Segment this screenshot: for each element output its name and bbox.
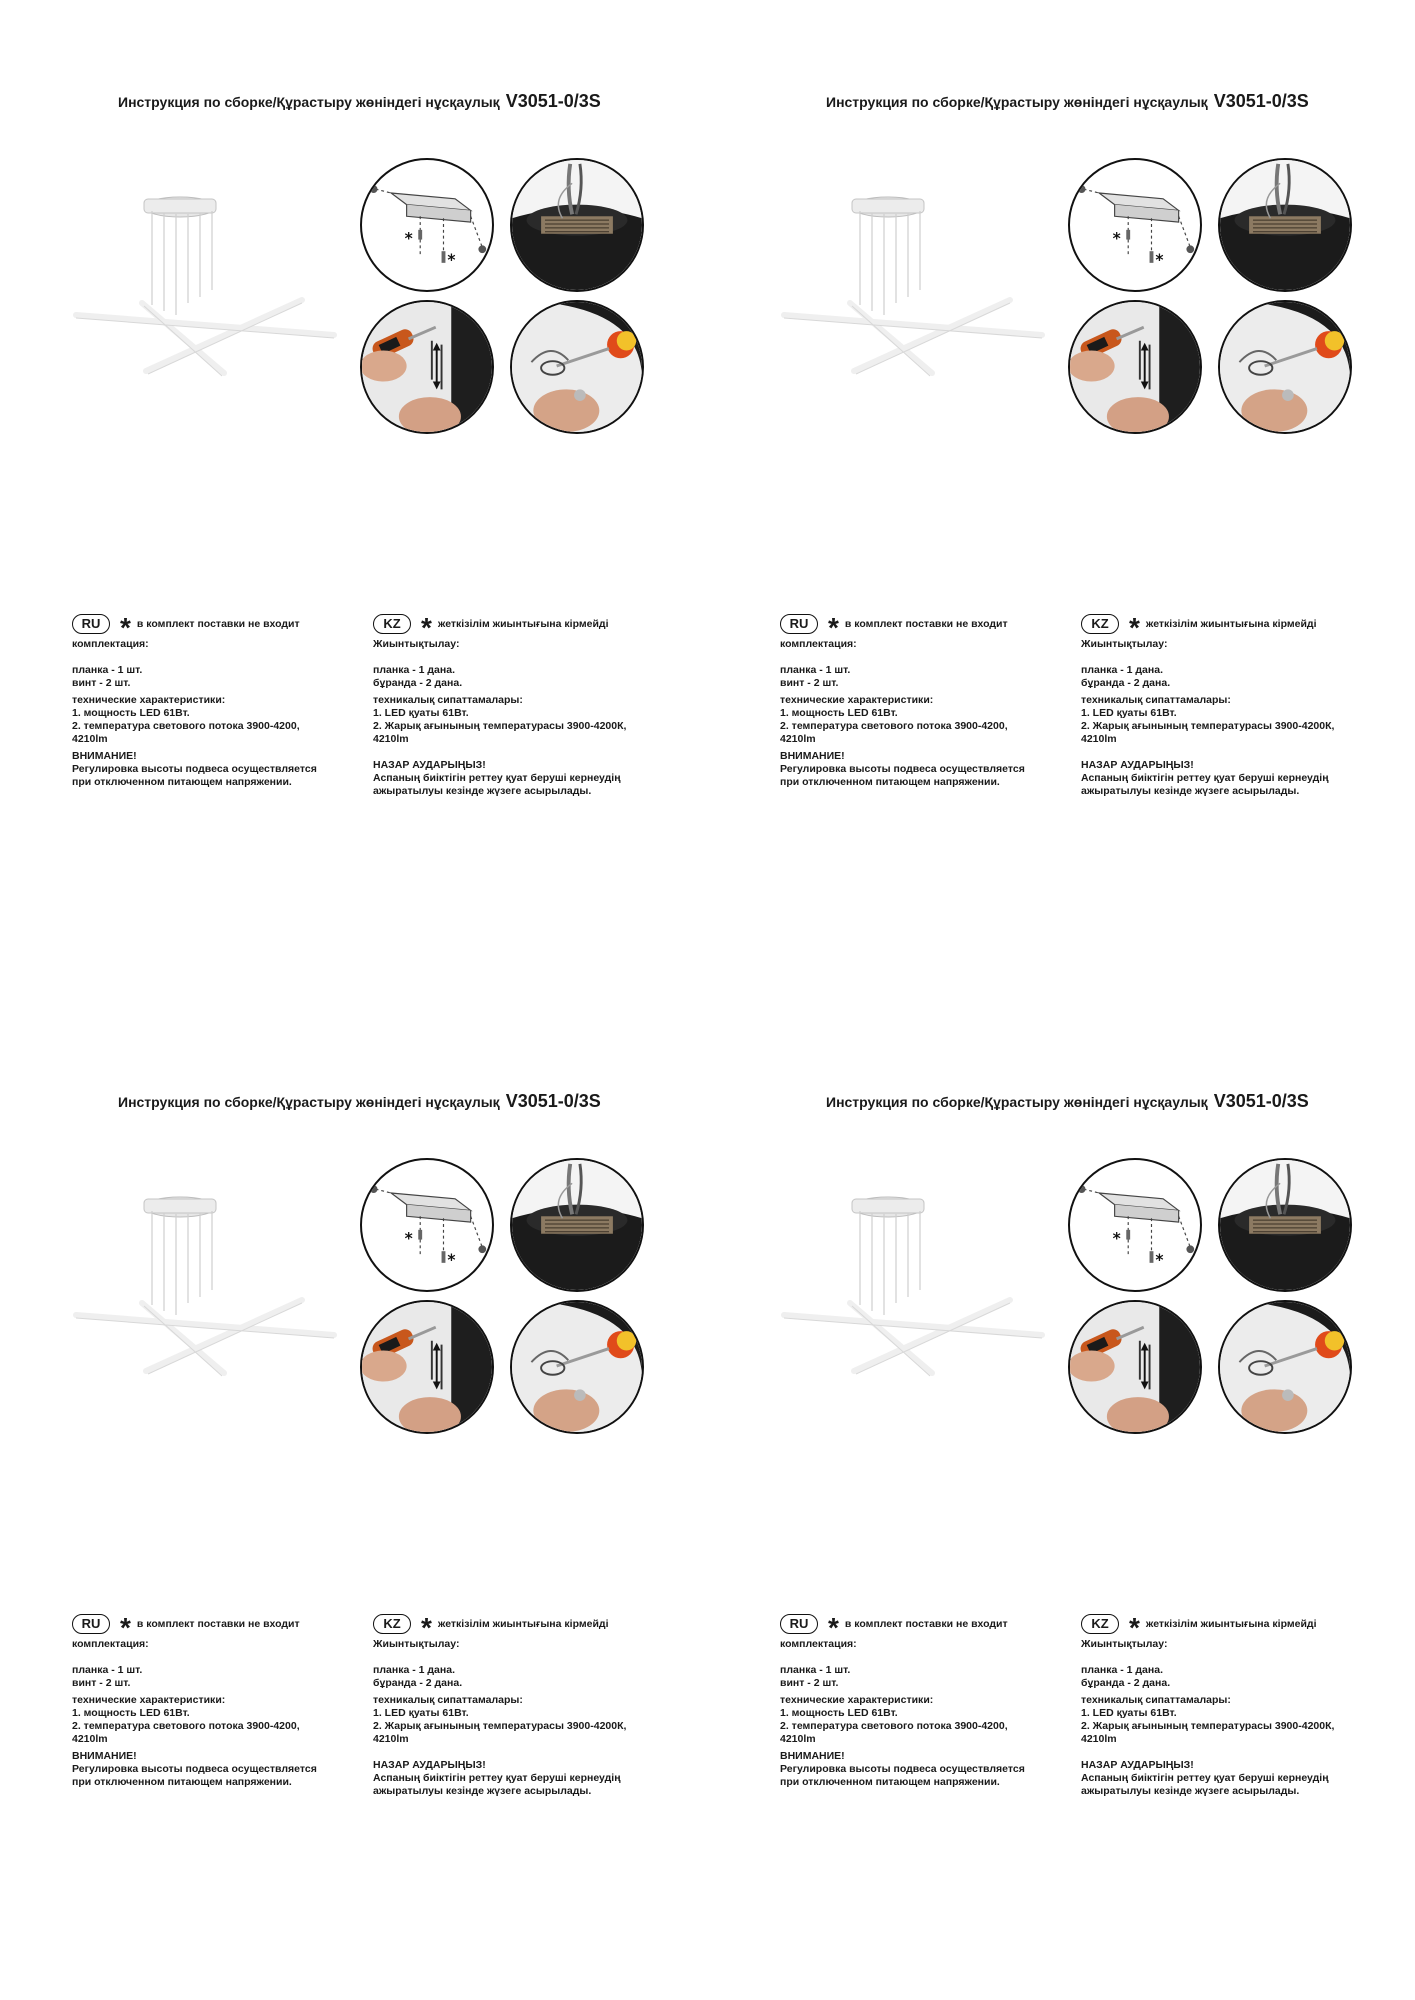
spec-line: 1. мощность LED 61Вт. bbox=[780, 707, 898, 719]
warning-text: ажыратылуы кезінде жүзеге асырылады. bbox=[373, 1785, 592, 1797]
canopy-wiring-photo bbox=[1220, 1160, 1350, 1290]
warning-text: Регулировка высоты подвеса осуществляется bbox=[780, 763, 1025, 775]
spec-line: 4210lm bbox=[373, 1733, 409, 1745]
warning-title: НАЗАР АУДАРЫҢЫЗ! bbox=[1081, 759, 1194, 771]
kit-item: планка - 1 дана. bbox=[1081, 664, 1163, 676]
screwdriver-cable-adjust-photo bbox=[1220, 1302, 1350, 1432]
kit-item: планка - 1 шт. bbox=[780, 1664, 851, 1676]
asterisk-icon: * bbox=[421, 1612, 432, 1643]
step-height-adjust bbox=[1068, 300, 1202, 434]
kz-badge-icon: KZ bbox=[1081, 614, 1119, 634]
warning-text: ажыратылуы кезінде жүзеге асырылады. bbox=[1081, 785, 1300, 797]
title-text: Инструкция по сборке/Құрастыру жөніндегі нұсқаулық bbox=[826, 1094, 1208, 1110]
kit-item: планка - 1 дана. bbox=[373, 1664, 455, 1676]
specs-title: технические характеристики: bbox=[780, 694, 934, 706]
specs-title: технические характеристики: bbox=[72, 1694, 226, 1706]
page-title bbox=[118, 91, 601, 112]
kit-item: винт - 2 шт. bbox=[780, 1677, 839, 1689]
screwdriver-cable-adjust-photo bbox=[512, 302, 642, 432]
not-included-note: жеткізілім жиынтығына кірмейді bbox=[437, 617, 609, 630]
spec-line: 2. температура светового потока 3900-4200, bbox=[780, 1720, 1008, 1732]
mounting-bar-screws-diagram bbox=[362, 1160, 492, 1290]
svg-text:*: * bbox=[404, 229, 413, 248]
not-included-note: в комплект поставки не входит bbox=[844, 1617, 1008, 1630]
svg-text:*: * bbox=[447, 250, 456, 269]
step-canopy-wiring bbox=[510, 158, 644, 292]
svg-text:*: * bbox=[447, 1250, 456, 1269]
title-text: Инструкция по сборке/Құрастыру жөніндегі нұсқаулық bbox=[118, 1094, 500, 1110]
kz-section bbox=[1081, 1612, 1381, 1798]
warning-text: при отключенном питающем напряжении. bbox=[780, 776, 1000, 788]
model-number: V3051-0/3S bbox=[505, 1091, 601, 1111]
warning-title: НАЗАР АУДАРЫҢЫЗ! bbox=[373, 1759, 486, 1771]
ru-badge-icon: RU bbox=[780, 614, 818, 634]
step-mounting-bar bbox=[360, 158, 494, 292]
spec-line: 4210lm bbox=[780, 733, 816, 745]
mounting-bar-screws-diagram bbox=[362, 160, 492, 290]
asterisk-icon: * bbox=[421, 612, 432, 643]
screwdriver-height-adjust-photo bbox=[1070, 302, 1200, 432]
kz-section bbox=[373, 1612, 673, 1798]
kit-item: планка - 1 дана. bbox=[373, 664, 455, 676]
warning-text: Аспаның биіктігін реттеу қуат беруші кернеудің bbox=[1081, 772, 1329, 784]
warning-title: ВНИМАНИЕ! bbox=[72, 750, 137, 762]
svg-text:*: * bbox=[1112, 229, 1121, 248]
not-included-note: жеткізілім жиынтығына кірмейді bbox=[1145, 1617, 1317, 1630]
warning-text: при отключенном питающем напряжении. bbox=[72, 1776, 292, 1788]
page-title bbox=[118, 1091, 601, 1112]
kz-badge-icon: KZ bbox=[373, 1614, 411, 1634]
spec-line: 2. Жарық ағынының температурасы 3900-4200К, bbox=[1081, 720, 1335, 732]
kz-badge-icon: KZ bbox=[373, 614, 411, 634]
warning-title: НАЗАР АУДАРЫҢЫЗ! bbox=[1081, 1759, 1194, 1771]
asterisk-icon: * bbox=[1129, 1612, 1140, 1643]
step-mounting-bar bbox=[1068, 1158, 1202, 1292]
spec-line: 1. LED қуаты 61Вт. bbox=[1081, 707, 1177, 719]
step-height-adjust bbox=[360, 300, 494, 434]
kit-title: Жиынтықтылау: bbox=[373, 638, 460, 650]
page-title bbox=[826, 1091, 1309, 1112]
not-included-note: жеткізілім жиынтығына кірмейді bbox=[1145, 617, 1317, 630]
mounting-bar-screws-diagram bbox=[1070, 160, 1200, 290]
canopy-wiring-photo bbox=[1220, 160, 1350, 290]
pendant-lamp-image bbox=[780, 185, 1058, 380]
spec-line: 2. температура светового потока 3900-4200, bbox=[72, 720, 300, 732]
svg-text:*: * bbox=[1155, 250, 1164, 269]
kit-title: комплектация: bbox=[72, 638, 149, 650]
spec-line: 2. Жарық ағынының температурасы 3900-4200К, bbox=[373, 720, 627, 732]
spec-line: 4210lm bbox=[780, 1733, 816, 1745]
spec-line: 1. LED қуаты 61Вт. bbox=[1081, 1707, 1177, 1719]
specs-title: техникалық сипаттамалары: bbox=[1081, 1694, 1231, 1706]
title-text: Инструкция по сборке/Құрастыру жөніндегі нұсқаулық bbox=[826, 94, 1208, 110]
asterisk-icon: * bbox=[828, 612, 839, 643]
kit-item: бұранда - 2 дана. bbox=[1081, 1677, 1171, 1689]
ru-badge-icon: RU bbox=[780, 1614, 818, 1634]
step-mounting-bar bbox=[1068, 158, 1202, 292]
model-number: V3051-0/3S bbox=[1213, 1091, 1309, 1111]
warning-title: ВНИМАНИЕ! bbox=[72, 1750, 137, 1762]
screwdriver-height-adjust-photo bbox=[1070, 1302, 1200, 1432]
canopy-wiring-photo bbox=[512, 160, 642, 290]
spec-line: 4210lm bbox=[373, 733, 409, 745]
kit-item: бұранда - 2 дана. bbox=[1081, 677, 1171, 689]
warning-text: Аспаның биіктігін реттеу қуат беруші кернеудің bbox=[373, 1772, 621, 1784]
step-canopy-wiring bbox=[510, 1158, 644, 1292]
specs-title: технические характеристики: bbox=[72, 694, 226, 706]
ru-section bbox=[72, 612, 362, 789]
kit-title: комплектация: bbox=[780, 638, 857, 650]
kit-item: винт - 2 шт. bbox=[72, 1677, 131, 1689]
spec-line: 1. мощность LED 61Вт. bbox=[780, 1707, 898, 1719]
kz-section bbox=[373, 612, 673, 798]
warning-text: Регулировка высоты подвеса осуществляется bbox=[72, 763, 317, 775]
instruction-sheet bbox=[708, 0, 1415, 1000]
asterisk-icon: * bbox=[828, 1612, 839, 1643]
not-included-note: в комплект поставки не входит bbox=[844, 617, 1008, 630]
pendant-lamp-image bbox=[72, 185, 350, 380]
pendant-lamp-image bbox=[780, 1185, 1058, 1380]
kit-item: бұранда - 2 дана. bbox=[373, 677, 463, 689]
specs-title: техникалық сипаттамалары: bbox=[373, 1694, 523, 1706]
step-cable-adjust bbox=[510, 1300, 644, 1434]
mounting-bar-screws-diagram bbox=[1070, 1160, 1200, 1290]
warning-text: при отключенном питающем напряжении. bbox=[780, 1776, 1000, 1788]
kit-item: винт - 2 шт. bbox=[780, 677, 839, 689]
kz-badge-icon: KZ bbox=[1081, 1614, 1119, 1634]
kit-item: планка - 1 дана. bbox=[1081, 1664, 1163, 1676]
warning-text: Аспаның биіктігін реттеу қуат беруші кернеудің bbox=[373, 772, 621, 784]
svg-text:*: * bbox=[1112, 1229, 1121, 1248]
not-included-note: жеткізілім жиынтығына кірмейді bbox=[437, 1617, 609, 1630]
warning-text: ажыратылуы кезінде жүзеге асырылады. bbox=[373, 785, 592, 797]
ru-section bbox=[72, 1612, 362, 1789]
warning-text: Регулировка высоты подвеса осуществляется bbox=[780, 1763, 1025, 1775]
step-cable-adjust bbox=[1218, 300, 1352, 434]
spec-line: 4210lm bbox=[72, 733, 108, 745]
asterisk-icon: * bbox=[120, 612, 131, 643]
screwdriver-cable-adjust-photo bbox=[512, 1302, 642, 1432]
ru-section bbox=[780, 1612, 1070, 1789]
spec-line: 1. мощность LED 61Вт. bbox=[72, 707, 190, 719]
warning-text: Аспаның биіктігін реттеу қуат беруші кернеудің bbox=[1081, 1772, 1329, 1784]
step-cable-adjust bbox=[510, 300, 644, 434]
kit-item: планка - 1 шт. bbox=[72, 1664, 143, 1676]
screwdriver-cable-adjust-photo bbox=[1220, 302, 1350, 432]
ru-section bbox=[780, 612, 1070, 789]
instruction-sheet bbox=[708, 1000, 1415, 2000]
step-height-adjust bbox=[1068, 1300, 1202, 1434]
specs-title: технические характеристики: bbox=[780, 1694, 934, 1706]
instruction-sheet bbox=[0, 1000, 707, 2000]
svg-text:*: * bbox=[1155, 1250, 1164, 1269]
warning-text: при отключенном питающем напряжении. bbox=[72, 776, 292, 788]
step-height-adjust bbox=[360, 1300, 494, 1434]
spec-line: 1. мощность LED 61Вт. bbox=[72, 1707, 190, 1719]
kz-section bbox=[1081, 612, 1381, 798]
kit-item: винт - 2 шт. bbox=[72, 677, 131, 689]
specs-title: техникалық сипаттамалары: bbox=[373, 694, 523, 706]
spec-line: 2. Жарық ағынының температурасы 3900-4200К, bbox=[1081, 1720, 1335, 1732]
spec-line: 1. LED қуаты 61Вт. bbox=[373, 1707, 469, 1719]
title-text: Инструкция по сборке/Құрастыру жөніндегі нұсқаулық bbox=[118, 94, 500, 110]
canopy-wiring-photo bbox=[512, 1160, 642, 1290]
kit-item: планка - 1 шт. bbox=[780, 664, 851, 676]
warning-title: ВНИМАНИЕ! bbox=[780, 1750, 845, 1762]
warning-title: ВНИМАНИЕ! bbox=[780, 750, 845, 762]
model-number: V3051-0/3S bbox=[505, 91, 601, 111]
kit-item: планка - 1 шт. bbox=[72, 664, 143, 676]
kit-item: бұранда - 2 дана. bbox=[373, 1677, 463, 1689]
warning-title: НАЗАР АУДАРЫҢЫЗ! bbox=[373, 759, 486, 771]
screwdriver-height-adjust-photo bbox=[362, 1302, 492, 1432]
ru-badge-icon: RU bbox=[72, 614, 110, 634]
page-title bbox=[826, 91, 1309, 112]
asterisk-icon: * bbox=[1129, 612, 1140, 643]
kit-title: Жиынтықтылау: bbox=[1081, 1638, 1168, 1650]
pendant-lamp-image bbox=[72, 1185, 350, 1380]
step-cable-adjust bbox=[1218, 1300, 1352, 1434]
step-canopy-wiring bbox=[1218, 158, 1352, 292]
not-included-note: в комплект поставки не входит bbox=[136, 1617, 300, 1630]
kit-title: комплектация: bbox=[72, 1638, 149, 1650]
step-mounting-bar bbox=[360, 1158, 494, 1292]
spec-line: 4210lm bbox=[72, 1733, 108, 1745]
screwdriver-height-adjust-photo bbox=[362, 302, 492, 432]
specs-title: техникалық сипаттамалары: bbox=[1081, 694, 1231, 706]
warning-text: Регулировка высоты подвеса осуществляется bbox=[72, 1763, 317, 1775]
not-included-note: в комплект поставки не входит bbox=[136, 617, 300, 630]
kit-title: Жиынтықтылау: bbox=[373, 1638, 460, 1650]
spec-line: 2. Жарық ағынының температурасы 3900-4200К, bbox=[373, 1720, 627, 1732]
svg-text:*: * bbox=[404, 1229, 413, 1248]
spec-line: 4210lm bbox=[1081, 733, 1117, 745]
spec-line: 4210lm bbox=[1081, 1733, 1117, 1745]
asterisk-icon: * bbox=[120, 1612, 131, 1643]
kit-title: Жиынтықтылау: bbox=[1081, 638, 1168, 650]
instruction-sheet bbox=[0, 0, 707, 1000]
step-canopy-wiring bbox=[1218, 1158, 1352, 1292]
ru-badge-icon: RU bbox=[72, 1614, 110, 1634]
kit-title: комплектация: bbox=[780, 1638, 857, 1650]
spec-line: 2. температура светового потока 3900-4200, bbox=[780, 720, 1008, 732]
spec-line: 2. температура светового потока 3900-4200, bbox=[72, 1720, 300, 1732]
model-number: V3051-0/3S bbox=[1213, 91, 1309, 111]
spec-line: 1. LED қуаты 61Вт. bbox=[373, 707, 469, 719]
warning-text: ажыратылуы кезінде жүзеге асырылады. bbox=[1081, 1785, 1300, 1797]
